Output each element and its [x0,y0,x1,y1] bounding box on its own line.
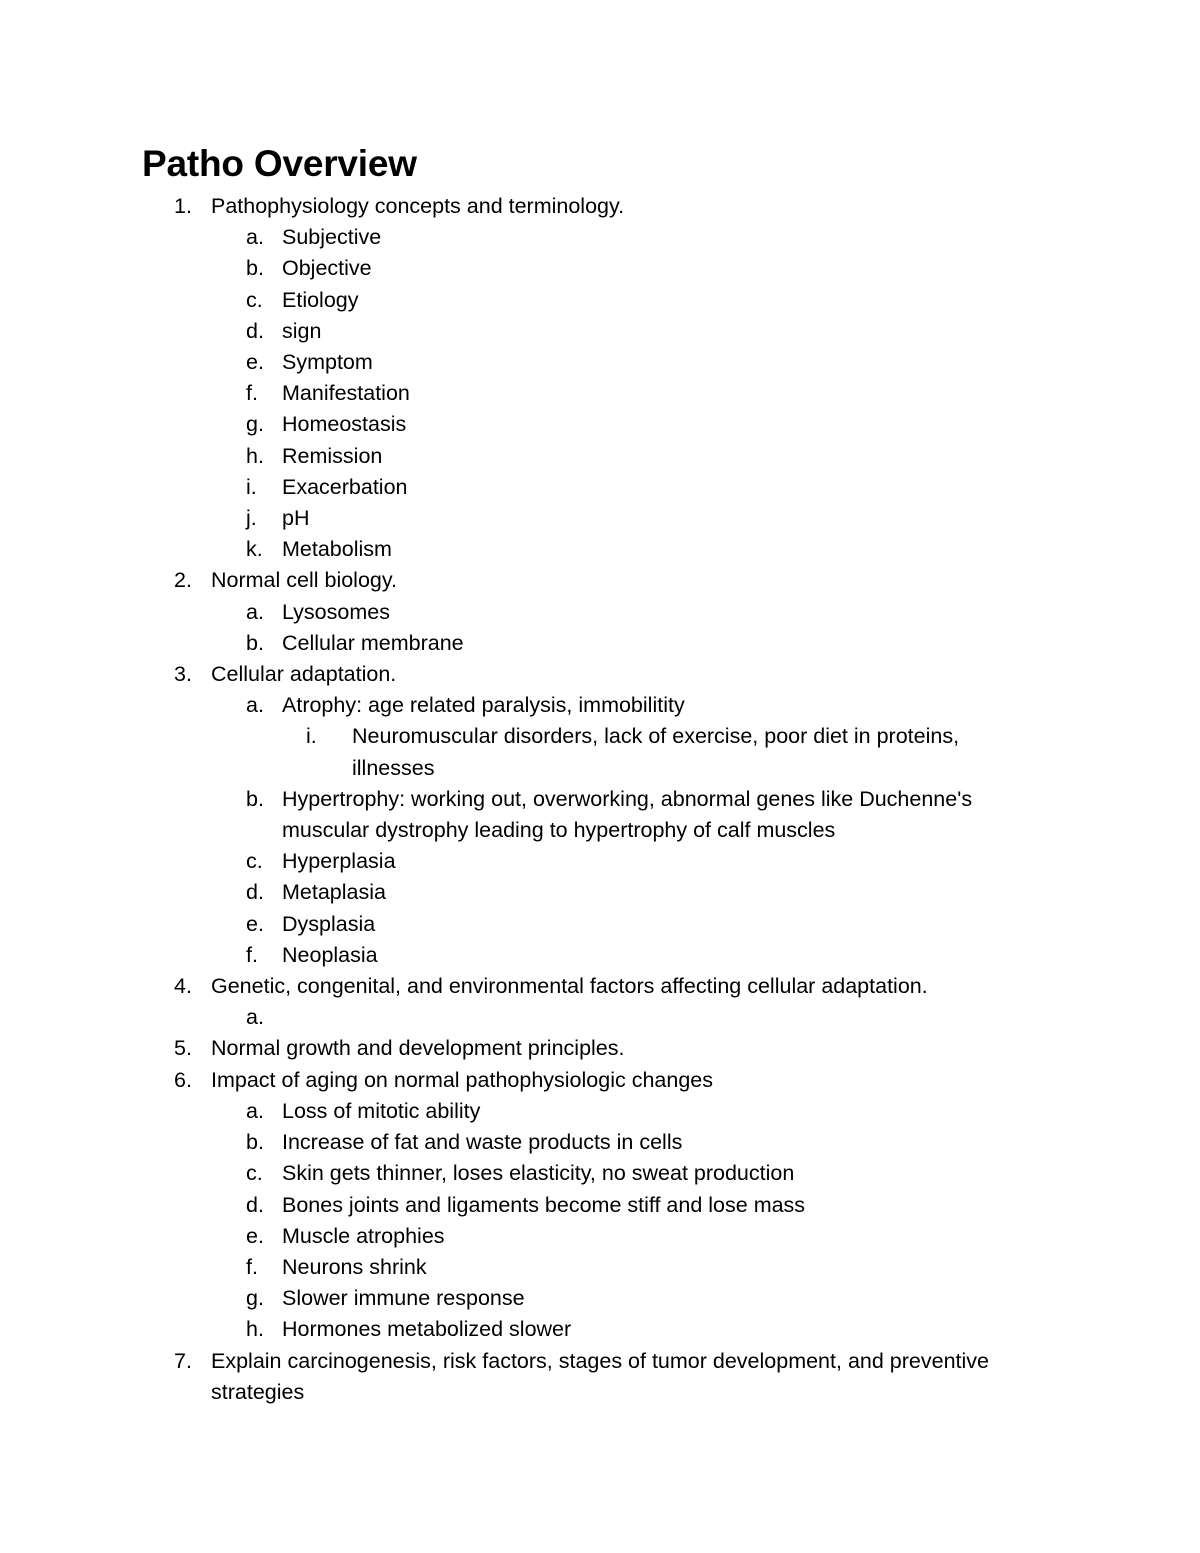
list-marker: g. [246,412,264,437]
sub-list-item [0,472,1200,503]
sub-list-item [0,597,1200,628]
sub-list-item [0,316,1200,347]
list-marker: a. [246,693,264,718]
sub-list-item [0,409,1200,440]
sub-list-item [0,534,1200,565]
list-item-text: Objective [282,256,372,281]
list-item-text: Subjective [282,225,382,250]
list-marker: b. [246,1130,264,1155]
sub-list-item [0,1096,1200,1127]
list-item-text: Genetic, congenital, and environmental factors affecting cellular adaptation. [211,974,928,999]
list-marker: i. [246,474,257,499]
list-marker: b. [246,256,264,281]
sub-list-item [0,441,1200,472]
list-item-text: Neoplasia [282,942,378,967]
list-marker: 6. [174,1067,192,1092]
list-item-text: Normal cell biology. [211,568,398,593]
list-item-text: Neuromuscular disorders, lack of exercise, poor diet in proteins, illnesses [352,724,960,780]
list-marker: i. [306,724,317,749]
list-marker: b. [246,630,264,655]
list-item [0,191,1200,222]
list-item-text: Normal growth and development principles. [211,1036,625,1061]
list-item-text: sign [282,318,322,343]
list-marker: e. [246,350,264,375]
list-marker: 1. [174,194,192,218]
list-item [0,659,1200,690]
list-item-text: Pathophysiology concepts and terminology. [211,194,625,218]
list-item-text: Manifestation [282,381,410,406]
list-marker: a. [246,1005,264,1030]
list-item-text: Slower immune response [282,1286,525,1311]
list-item-text: Metaplasia [282,880,386,905]
list-item [0,565,1200,596]
list-item-text: Atrophy: age related paralysis, immobilitity [282,693,685,718]
list-marker: 3. [174,662,192,687]
list-marker: f. [246,381,258,406]
list-marker: 2. [174,568,192,593]
list-item-text: Cellular adaptation. [211,662,397,687]
list-item-text: Hypertrophy: working out, overworking, abnormal genes like Duchenne's muscular dystrophy leading to hypertrophy of calf muscles [282,786,973,843]
list-marker: f. [246,1254,258,1279]
list-marker: a. [246,599,264,624]
list-marker: e. [246,911,264,936]
list-item-text: Loss of mitotic ability [282,1098,481,1123]
list-item-text: Skin gets thinner, loses elasticity, no sweat production [282,1161,795,1186]
list-marker: a. [246,1098,264,1123]
list-item-text: Remission [282,443,383,468]
list-item-text [282,1002,1042,1033]
list-marker: j. [246,506,257,531]
list-marker: b. [246,786,264,811]
list-marker: f. [246,942,258,967]
sub-list-item [0,1283,1200,1314]
list-item [0,1346,1200,1408]
sub-list-item [0,222,1200,253]
list-item-text: Symptom [282,350,373,375]
list-item-text: Cellular membrane [282,630,464,655]
list-marker: e. [246,1223,264,1248]
sub-list-item [0,1190,1200,1221]
list-marker: 4. [174,974,192,999]
list-marker: g. [246,1286,264,1311]
list-marker: c. [246,849,263,874]
list-marker: d. [246,318,264,343]
list-item-text: Dysplasia [282,911,376,936]
list-marker: c. [246,1161,263,1186]
sub-list-item [0,940,1200,971]
sub-list-item [0,628,1200,659]
list-item [0,1033,1200,1064]
sub-list-item [0,285,1200,316]
outline-list [0,191,1200,1408]
sub-list-item [0,503,1200,534]
list-item [0,1065,1200,1096]
list-marker: a. [246,225,264,250]
list-item-text: Muscle atrophies [282,1223,445,1248]
list-marker: d. [246,1192,264,1217]
sub-list-item [0,1002,1200,1033]
list-item-text: Homeostasis [282,412,407,437]
list-marker: c. [246,287,263,312]
list-item [0,971,1200,1002]
list-marker: h. [246,443,264,468]
list-item-text: Impact of aging on normal pathophysiologic changes [211,1067,713,1092]
list-marker: k. [246,537,263,562]
list-marker: 7. [174,1348,192,1373]
sub-list-item [0,378,1200,409]
list-item-text: Hyperplasia [282,849,396,874]
sub-list-item [0,253,1200,284]
sub-list-item [0,1127,1200,1158]
sub-list-item [0,1314,1200,1345]
sub-list-item [0,1221,1200,1252]
sub-list-item [0,877,1200,908]
sub-list-item [0,784,1200,846]
sub-list-item [0,909,1200,940]
list-item-text: Exacerbation [282,474,408,499]
list-marker: h. [246,1317,264,1342]
sub-list-item [0,690,1200,721]
sub-list-item [0,1158,1200,1189]
sub-list-item [0,1252,1200,1283]
list-item-text: Increase of fat and waste products in cells [282,1130,683,1155]
list-item-text: Explain carcinogenesis, risk factors, stages of tumor development, and preventive strategies [211,1348,989,1404]
page-title: Patho Overview [142,143,417,184]
list-item-text: pH [282,506,310,531]
sub-list-item [0,846,1200,877]
list-item-text: Hormones metabolized slower [282,1317,572,1342]
list-item-text: Etiology [282,287,359,312]
sub-sub-list-item [0,721,1200,783]
list-item-text: Bones joints and ligaments become stiff and lose mass [282,1192,806,1217]
list-marker: 5. [174,1036,192,1061]
list-item-text: Lysosomes [282,599,390,624]
list-item-text: Neurons shrink [282,1254,427,1279]
list-marker: d. [246,880,264,905]
sub-list-item [0,347,1200,378]
list-item-text: Metabolism [282,537,392,562]
